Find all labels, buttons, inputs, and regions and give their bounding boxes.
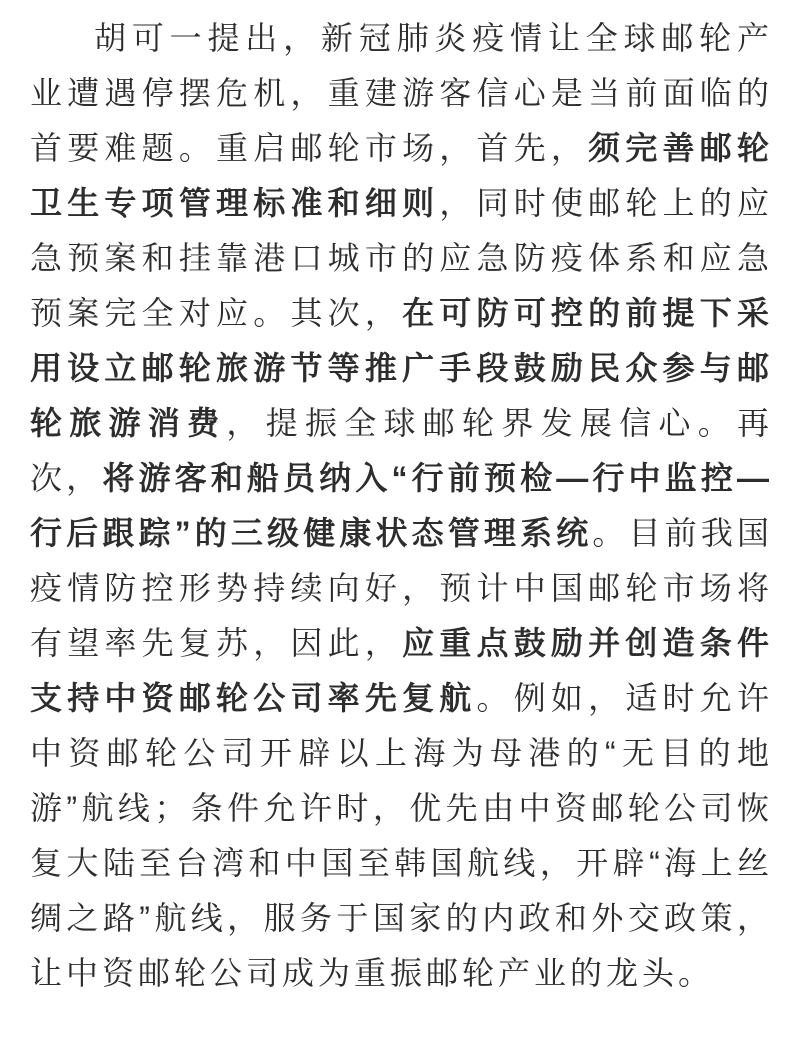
paragraph-line	[30, 231, 770, 286]
paragraph-line	[30, 781, 770, 836]
text-segment: 预案完全对应。其次，	[30, 295, 403, 331]
paragraph-line	[30, 561, 770, 616]
text-segment: 首要难题。重启邮轮市场，首先，	[30, 130, 589, 166]
text-segment: ，同时使邮轮上的应	[439, 185, 770, 221]
paragraph-line	[30, 176, 770, 231]
text-segment: ，提振全球邮轮界发展信心。再	[226, 405, 770, 441]
paragraph-line	[30, 451, 770, 506]
paragraph-line	[30, 836, 770, 891]
bold-text-segment: 支持中资邮轮公司率先复航	[30, 680, 477, 716]
bold-text-segment: 须完善邮轮	[588, 130, 770, 166]
paragraph-line	[30, 286, 770, 341]
text-segment: 中资邮轮公司开辟以上海为母港的“无目的地	[30, 735, 770, 771]
text-segment: 有望率先复苏，因此，	[30, 625, 403, 661]
text-segment: 急预案和挂靠港口城市的应急防疫体系和应急	[30, 240, 770, 276]
paragraph-line	[30, 11, 770, 66]
bold-text-segment: 轮旅游消费	[30, 405, 227, 441]
text-segment: 复大陆至台湾和中国至韩国航线，开辟“海上丝	[30, 845, 770, 881]
bold-text-segment: 行后跟踪”的三级健康状态管理系统	[30, 515, 593, 551]
paragraph-line	[30, 506, 770, 561]
text-segment: 。例如，适时允许	[476, 680, 770, 716]
bold-text-segment: 卫生专项管理标准和细则	[30, 185, 440, 221]
text-segment: 胡可一提出，新冠肺炎疫情让全球邮轮产	[94, 20, 770, 56]
bold-text-segment: 应重点鼓励并创造条件	[402, 625, 770, 661]
paragraph-line	[30, 121, 770, 176]
paragraph-line	[30, 671, 770, 726]
bold-text-segment: 在可防可控的前提下采	[402, 295, 770, 331]
bold-text-segment: 用设立邮轮旅游节等推广手段鼓励民众参与邮	[30, 350, 770, 386]
text-segment: 。目前我国	[592, 515, 770, 551]
paragraph-line	[30, 341, 770, 396]
text-segment: 次，	[30, 460, 103, 496]
text-segment: 绸之路”航线，服务于国家的内政和外交政策，	[30, 900, 770, 936]
paragraph-line	[30, 616, 770, 671]
text-segment: 业遭遇停摆危机，重建游客信心是当前面临的	[30, 75, 770, 111]
paragraph-line	[30, 66, 770, 121]
text-segment: 让中资邮轮公司成为重振邮轮产业的龙头。	[30, 955, 715, 991]
paragraph-line	[30, 726, 770, 781]
text-segment: 游”航线；条件允许时，优先由中资邮轮公司恢	[30, 790, 770, 826]
paragraph-line	[30, 396, 770, 451]
paragraph-line	[30, 946, 770, 1001]
text-segment: 疫情防控形势持续向好，预计中国邮轮市场将	[30, 570, 770, 606]
paragraph-line	[30, 891, 770, 946]
bold-text-segment: 将游客和船员纳入“行前预检—行中监控—	[102, 460, 770, 496]
